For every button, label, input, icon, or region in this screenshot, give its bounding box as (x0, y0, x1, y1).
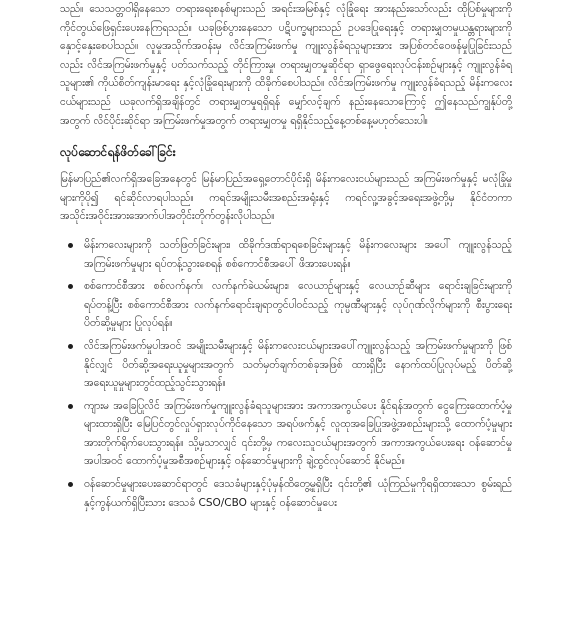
section-paragraph: မြန်မာပြည်၏လက်ရှိအခြေအနေတွင် မြန်မာပြည်အရှေ့တောင်ပိုင်းရှိ မိန်းကလေးငယ်များသည် အကြမ်းဖက်မှုနှင့် မလုံခြုံမှုများကိုပို၍ ရင်ဆိုင်လာရပါသည်။ ကရင်အမျိုးသမီးအစည်းအရုံးနှင့် ကရင်လူ့အခွင့်အရေးအဖွဲ့တို့မှ နိုင်ငံတကာအသိုင်းအဝိုင်းအားအောက်ပါအတိုင်းတိုက်တွန်းလိုပါသည်။ (60, 173, 512, 223)
section-heading: လုပ်ဆောင်ရန်ဖိတ်ခေါ်ခြင်း (60, 145, 176, 160)
recommendations-list (60, 236, 512, 512)
list-item (60, 236, 512, 273)
document-body (60, 0, 512, 516)
intro-paragraph: သည်။ သေသတ္တဝါရှိနေသော တရားရေးစနစ်များသည် အရင်းအမြစ်နှင့် လုံခြုံရေး အားနည်းသော်လည်း ထိုပြစ်မှုများကို ကိုင်တွယ်ဖြေရှင်းပေးနေကြရသည်။ ယခုဖြစ်ပွားနေသော ပဋိပက္ခများသည် ဥပဒေပြုရေးနှင့် တရားမျှတမှုယန္တရားများကို နှောင့်နှေးစေပါသည်။ လူမှုအသိုက်အဝန်းမှ လိင်အကြမ်းဖက်မှု ကျူးလွန်ခံရသူများအား အပြစ်တင်ဝေဖန်မှုပြုခြင်းသည်လည်း လိင်အကြမ်းဖက်မှုနှင့် ပတ်သက်သည့် တိုင်ကြားမှု၊ တရားမျှတမှုဆိုင်ရာ ရှာဖွေရေးလုပ်ငန်းစဉ်များနှင့် ကျူးလွန်ခံရသူများ၏ ကိုယ်စိတ်ကျန်းမာရေး နှင့်လုံခြုံရေးများကို ထိခိုက်စေပါသည်။ လိင်အကြမ်းဖက်မှု ကျူးလွန်ခံရသည့် မိန်းကလေးငယ်များသည် ယခုလက်ရှိအချိန်တွင် တရားမျှတမှုရရှိရန် မျှော်လင့်ချက် နည်းနေသောကြောင့် ဤနေသည်ကျွန်ုပ်တို့အတွက် လိင်ပိုင်းဆိုင်ရာ အကြမ်းဖက်မှုအတွက် တရားမျှတမှု ရရှိနိုင်သည့်နေ့တစ်နေ့မဟုတ်သေးပါ။ (60, 3, 512, 127)
list-item-text: လိင်အကြမ်းဖက်မှုပါအဝင် အမျိုးသမီးများနှင့် မိန်းကလေးငယ်များအပေါ်ကျူးလွန်သည့် အကြမ်းဖက်မှုများကို ဖြစ်နိုင်လျှင် ပိတ်ဆို့အရေးယူမှုများအတွက် သတ်မှတ်ချက်တစ်ခုအဖြစ် ထားရှိပြီး နောက်ထပ်ပြုလုပ်မည့် ပိတ်ဆို့အရေးယူမှုများတွင်ထည့်သွင်းသွားရန်။ (84, 339, 512, 390)
list-item (60, 397, 512, 471)
bullet-icon (68, 344, 73, 349)
list-item-text: ဝန်ဆောင်မှုများပေးဆောင်ရာတွင် ဒေသခံများနှင့်ပုံမှန်ထိတွေ့မှုရှိပြီး ၎င်းတို့၏ ယုံကြည်မှုကိုရရှိထားသော စွမ်းရည်နှင့်ကွန်ယက်ရှိပြီးသား ဒေသခံ CSO/CBO များနှင့် ဝန်ဆောင်မှုပေး (84, 478, 512, 509)
list-item (60, 337, 512, 393)
list-item-text: စစ်ကောင်စီအား စစ်လက်နက်၊ လက်နက်ခဲယမ်းများ၊ လေယာဉ်များနှင့် လေယာဉ်ဆီများ ရောင်းချခြင်းများကို ရပ်တန့်ပြီး စစ်ကောင်စီအား လက်နက်ရောင်းချရာတွင်ပါဝင်သည့် ကုမ္ပဏီများနှင့် လုပ်ဂုဏ်လိုက်များကို စီးပွားရေးပိတ်ဆို့မှုများ ပြုလုပ်ရန်။ (84, 280, 512, 330)
bullet-icon (68, 404, 73, 409)
list-item-text: မိန်းကလေးများကို သတ်ဖြတ်ခြင်းများ၊ ထိခိုက်ဒဏ်ရာရစေခြင်းများနှင့် မိန်းကလေးများ အပေါ် ကျူးလွန်သည့်အကြမ်းဖက်မှုများ ရပ်တန့်သွားစေရန် စစ်ကောင်စီအပေါ် ဖိအားပေးရန်။ (84, 238, 512, 270)
list-item-text: ကျားမ အခြေပြုလိင် အကြမ်းဖက်မှုကျူးလွန်ခံရသူများအား အကာအကွယ်ပေး နိုင်ရန်အတွက် ငွေကြေးထောက်ပံ့မှုများထားရှိပြီး မြေပြင်တွင်လှုပ်ရှားလုပ်ကိုင်နေသော အရပ်ဖက်နှင့် လူထုအခြေပြုအဖွဲ့အစည်းများသို့ ထောက်ပံ့မှုများအားတိုက်ရိုက်ပေးသွားရန်။ သို့မှသာလျှင် ၎င်းတို့မှ ကလေးသူငယ်များအတွက် အကာအကွယ်ပေးရေး ဝန်ဆောင်မှုအပါအဝင် ထောက်ပံ့မှုအစီအစဉ်များနှင့် ဝန်ဆောင်မှုများကို ချဲ့ထွင်လုပ်ဆောင် နိုင်မည်။ (84, 399, 512, 468)
bullet-icon (68, 482, 73, 487)
bullet-icon (68, 284, 73, 289)
bullet-icon (68, 243, 73, 248)
list-item (60, 475, 512, 512)
list-item (60, 277, 512, 333)
